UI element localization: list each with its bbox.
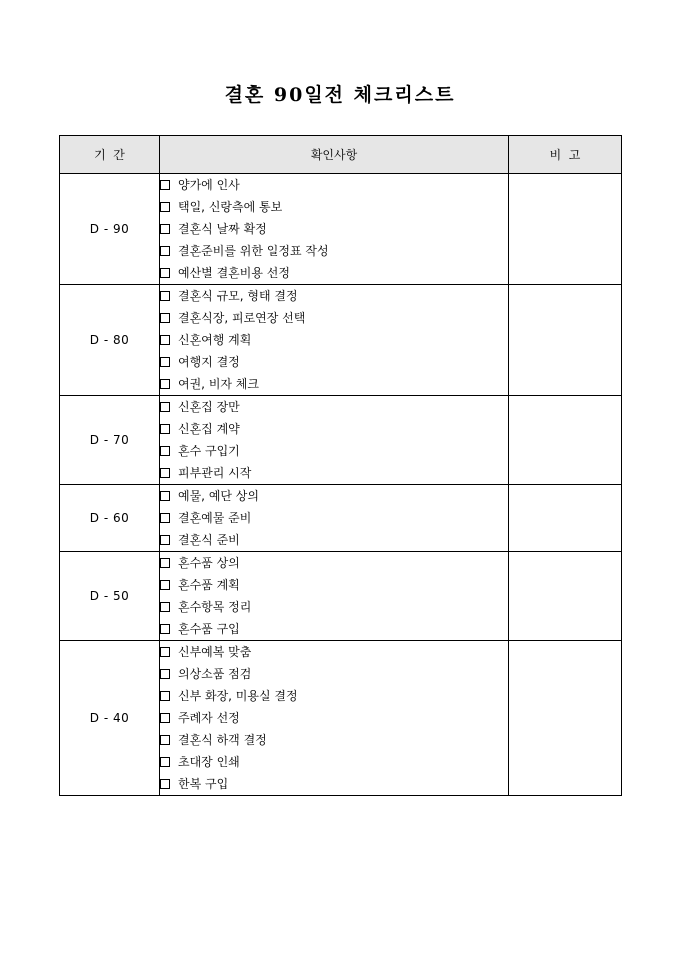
table-row [60,485,622,552]
checklist-item [160,729,508,751]
checkbox[interactable] [160,624,170,634]
header-items: 확인사항 [160,136,509,174]
checkbox[interactable] [160,602,170,612]
checklist-item-label: 신부예복 맞춤 [178,645,252,659]
checkbox[interactable] [160,513,170,523]
checklist-item-label: 양가에 인사 [178,178,240,192]
checklist-item [160,707,508,729]
checklist-item [160,285,508,307]
checklist-item [160,529,508,551]
items-cell [160,552,509,641]
checklist-item-label: 초대장 인쇄 [178,755,240,769]
checkbox[interactable] [160,468,170,478]
checklist-item-label: 예물, 예단 상의 [178,489,259,503]
checkbox[interactable] [160,757,170,767]
table-body [60,174,622,796]
checkbox[interactable] [160,491,170,501]
table-row [60,174,622,285]
checklist-item [160,307,508,329]
checklist-item [160,641,508,663]
checklist-item [160,373,508,395]
checklist-table [59,135,622,796]
remarks-cell [509,552,622,641]
items-cell [160,485,509,552]
checklist-item [160,418,508,440]
items-cell [160,174,509,285]
checklist-item-label: 신혼집 계약 [178,422,240,436]
checklist-item [160,552,508,574]
period-cell: D - 90 [60,174,160,285]
checkbox[interactable] [160,647,170,657]
checkbox[interactable] [160,580,170,590]
checklist-item [160,485,508,507]
checklist-item-label: 한복 구입 [178,777,229,791]
checklist-item [160,351,508,373]
checklist-item-label: 결혼예물 준비 [178,511,252,525]
checklist-item [160,262,508,284]
checkbox[interactable] [160,691,170,701]
checkbox[interactable] [160,224,170,234]
table-row [60,396,622,485]
checklist-item [160,196,508,218]
checklist-item-label: 피부관리 시작 [178,466,252,480]
checklist-item [160,574,508,596]
checklist-item-label: 결혼식 하객 결정 [178,733,267,747]
items-cell [160,285,509,396]
checkbox[interactable] [160,313,170,323]
checkbox[interactable] [160,246,170,256]
checkbox[interactable] [160,558,170,568]
table-row [60,285,622,396]
checklist-item [160,396,508,418]
checklist-item [160,218,508,240]
checkbox[interactable] [160,202,170,212]
checklist-item-label: 여권, 비자 체크 [178,377,259,391]
checklist-item-label: 예산별 결혼비용 선정 [178,266,290,280]
items-cell [160,396,509,485]
checkbox[interactable] [160,180,170,190]
checklist-item-label: 혼수 구입기 [178,444,240,458]
checkbox[interactable] [160,779,170,789]
checklist-item-label: 신부 화장, 미용실 결정 [178,689,298,703]
checklist-item [160,240,508,262]
checklist-item [160,174,508,196]
checklist-item-label: 신혼집 장만 [178,400,240,414]
period-cell: D - 60 [60,485,160,552]
checkbox[interactable] [160,291,170,301]
table-header-row [60,136,622,174]
checklist-item-label: 택일, 신랑측에 통보 [178,200,283,214]
header-remarks: 비 고 [509,136,622,174]
checkbox[interactable] [160,379,170,389]
checkbox[interactable] [160,669,170,679]
items-cell [160,641,509,796]
table-row [60,641,622,796]
table-row [60,552,622,641]
checkbox[interactable] [160,357,170,367]
period-cell: D - 40 [60,641,160,796]
checkbox[interactable] [160,446,170,456]
checklist-item [160,663,508,685]
checklist-item-label: 결혼준비를 위한 일정표 작성 [178,244,329,258]
checklist-item-label: 주례자 선정 [178,711,240,725]
remarks-cell [509,285,622,396]
checkbox[interactable] [160,268,170,278]
checklist-item-label: 결혼식 준비 [178,533,240,547]
checklist-item [160,685,508,707]
checklist-item-label: 혼수항목 정리 [178,600,252,614]
checklist-item-label: 여행지 결정 [178,355,240,369]
period-cell: D - 50 [60,552,160,641]
remarks-cell [509,641,622,796]
checklist-item-label: 의상소품 점검 [178,667,252,681]
period-cell: D - 80 [60,285,160,396]
checklist-item-label: 결혼식 규모, 형태 결정 [178,289,298,303]
checkbox[interactable] [160,402,170,412]
checklist-item-label: 혼수품 구입 [178,622,240,636]
checklist-item [160,507,508,529]
checkbox[interactable] [160,335,170,345]
checklist-item [160,596,508,618]
checklist-item-label: 결혼식 날짜 확정 [178,222,267,236]
checklist-item-label: 혼수품 상의 [178,556,240,570]
checklist-item [160,440,508,462]
checkbox[interactable] [160,713,170,723]
checklist-item [160,773,508,795]
header-period: 기 간 [60,136,160,174]
checklist-item [160,462,508,484]
checklist-item-label: 결혼식장, 피로연장 선택 [178,311,306,325]
checkbox[interactable] [160,424,170,434]
checkbox[interactable] [160,735,170,745]
checkbox[interactable] [160,535,170,545]
checklist-item-label: 신혼여행 계획 [178,333,252,347]
period-cell: D - 70 [60,396,160,485]
page-title: 결혼 90일전 체크리스트 [224,84,456,106]
checklist-item [160,329,508,351]
remarks-cell [509,174,622,285]
checklist-item [160,618,508,640]
remarks-cell [509,396,622,485]
checklist-item-label: 혼수품 계획 [178,578,240,592]
remarks-cell [509,485,622,552]
checklist-item [160,751,508,773]
